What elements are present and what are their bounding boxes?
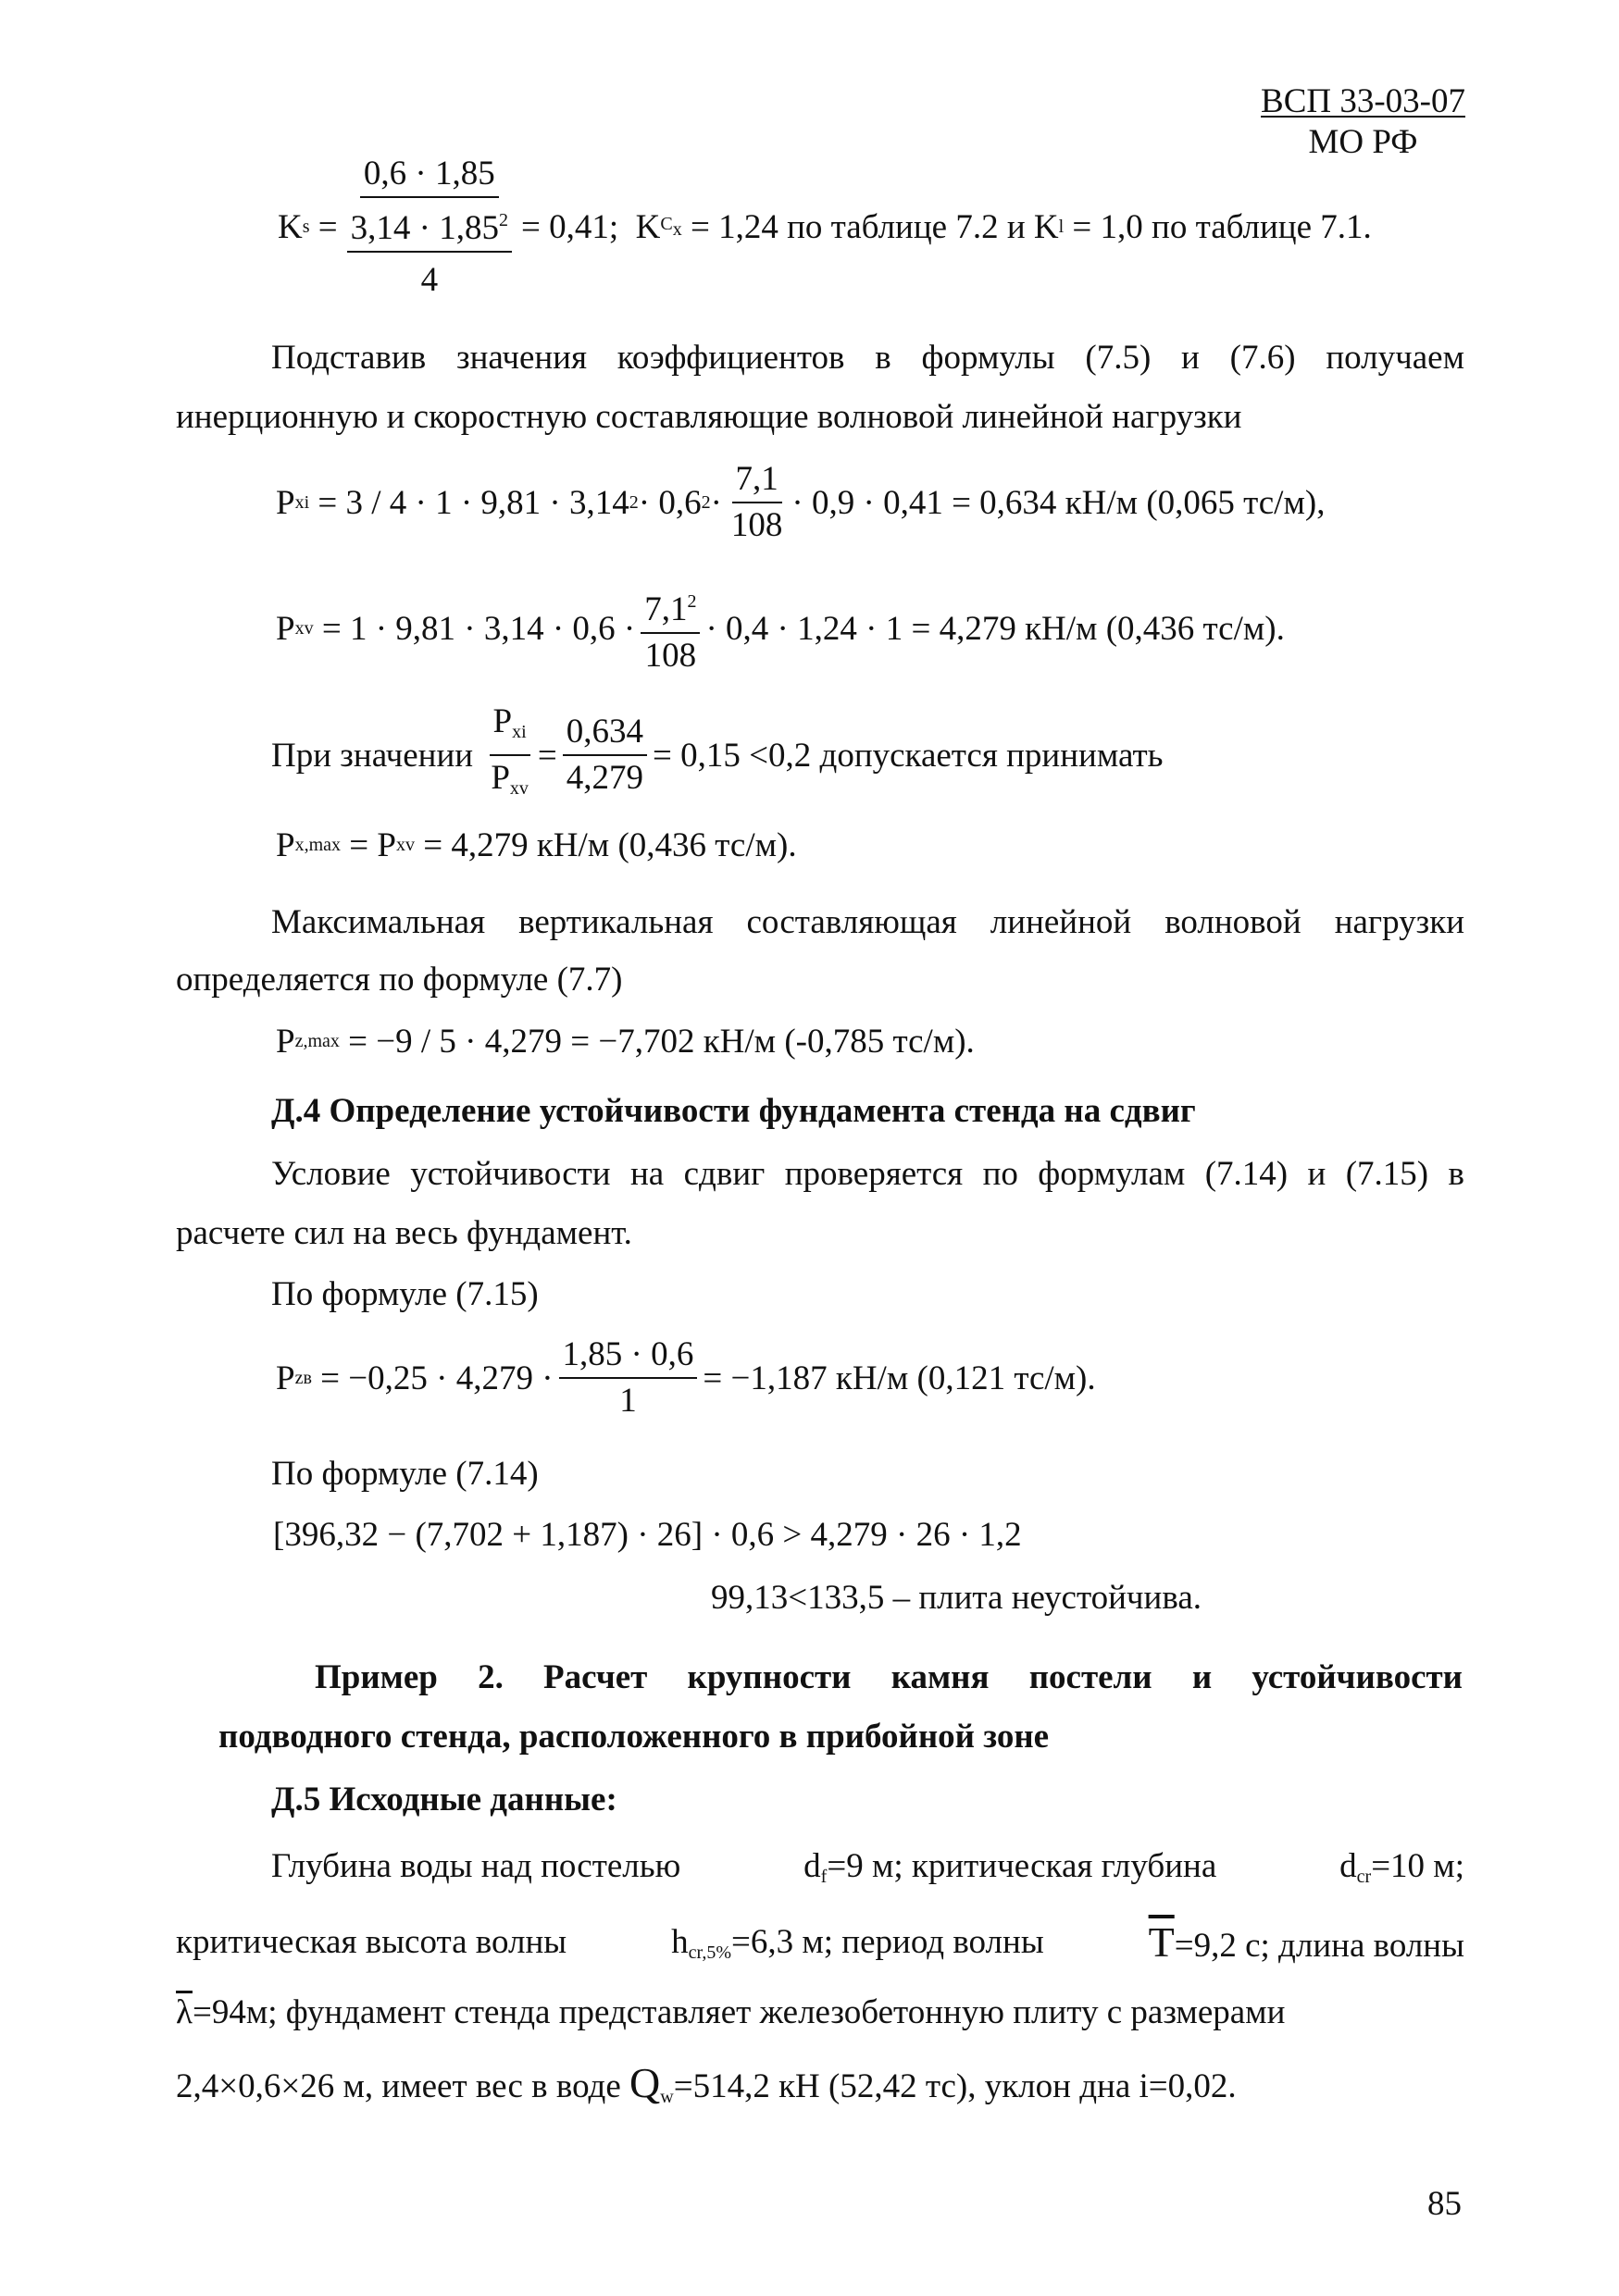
paragraph-2-line-1: Максимальная вертикальная составляющая линейной волновой нагрузки [271,903,1464,941]
equation-stability: [396,32 − (7,702 + 1,187) · 26] · 0,6 > 4,279 · 26 · 1,2 [273,1516,1022,1554]
by-formula-714: По формуле (7.14) [271,1455,539,1493]
doc-code: ВСП 33-03-07 [1261,82,1465,120]
equation-ratio: При значении $\frac{P_{xi}}{P_{xv}}$ = $\frac{0,634}{4,279}$ = 0,15 <0,2 допускается принимать [271,702,1164,799]
equation-pzmax: P z,max = −9 / 5 · 4,279 = −7,702 кН/м (-0,785 тс/м). [276,1023,975,1061]
paragraph-4-line-2: критическая высота волны $h_{cr,5\%}=6,3$ м; период волны $\overline{T}=9,2$ с; длина волны [176,1918,1464,1966]
equation-stability-result: 99,13<133,5 – плита неустойчива. [711,1579,1202,1617]
example-2-title-line-1: Пример 2. Расчет крупности камня постели и устойчивости [315,1658,1463,1696]
doc-org: МО РФ [1308,123,1418,161]
paragraph-1-line-1: Подставив значения коэффициентов в формулы (7.5) и (7.6) получаем [271,339,1464,377]
eq1-fraction: 0,6 · 1,85 $3,14 \cdot 1,85^2$ 4 [343,155,516,299]
equation-pxi: P xi = 3 / 4 · 1 · 9,81 · 3,14 2 · 0,6 2 · $\frac{7,1}{108}$ · 0,9 · 0,41 = 0,634 кН/м (0,065 тс/м), [276,460,1326,544]
equation-pxv: P xv = 1 · 9,81 · 3,14 · 0,6 · $\frac{7,1^2}{108}$ · 0,4 · 1,24 · 1 = 4,279 кН/м (0,436 тс/м). [276,583,1285,675]
by-formula-715: По формуле (7.15) [271,1275,539,1313]
equation-ks: K s = 0,6 · 1,85 $3,14 \cdot 1,85^2$ 4 = 0,41; K $C_x$ = 1,24 по таблице 7.2 и K l = 1,0 по таблице 7.1. [278,155,1372,299]
paragraph-2-line-2: определяется по формуле (7.7) [176,961,623,999]
document-header [1261,81,1465,163]
section-heading-d5: Д.5 Исходные данные: [271,1781,617,1818]
paragraph-4-line-1: Глубина воды над постелью $d_f=9$ м; критическая глубина $d_{cr}=10$ м; [271,1847,1464,1887]
equation-pzv: P zв = −0,25 · 4,279 · $\frac{1,85 \cdot 0,6}{1}$ = −1,187 кН/м (0,121 тс/м). [276,1335,1096,1420]
paragraph-4-line-3: $\overline{\lambda}=94м$; фундамент стенда представляет железобетонную плиту с размерами [176,1993,1286,2031]
paragraph-4-line-4: 2,4×0,6×26 м, имеет вес в воде $Q_w=514,2$ кН (52,42 тс), уклон дна i=0,02. [176,2059,1237,2107]
paragraph-3-line-1: Условие устойчивости на сдвиг проверяется по формулам (7.14) и (7.15) в [271,1155,1464,1193]
page-number: 85 [1427,2185,1462,2223]
section-heading-d4: Д.4 Определение устойчивости фундамента стенда на сдвиг [271,1092,1196,1130]
paragraph-1-line-2: инерционную и скоростную составляющие волновой линейной нагрузки [176,398,1242,436]
equation-pxmax: P x,max = P xv = 4,279 кН/м (0,436 тс/м). [276,826,797,864]
paragraph-3-line-2: расчете сил на весь фундамент. [176,1214,632,1252]
example-2-title-line-2: подводного стенда, расположенного в прибойной зоне [218,1718,1050,1756]
eq1-lhs: K [278,208,303,246]
